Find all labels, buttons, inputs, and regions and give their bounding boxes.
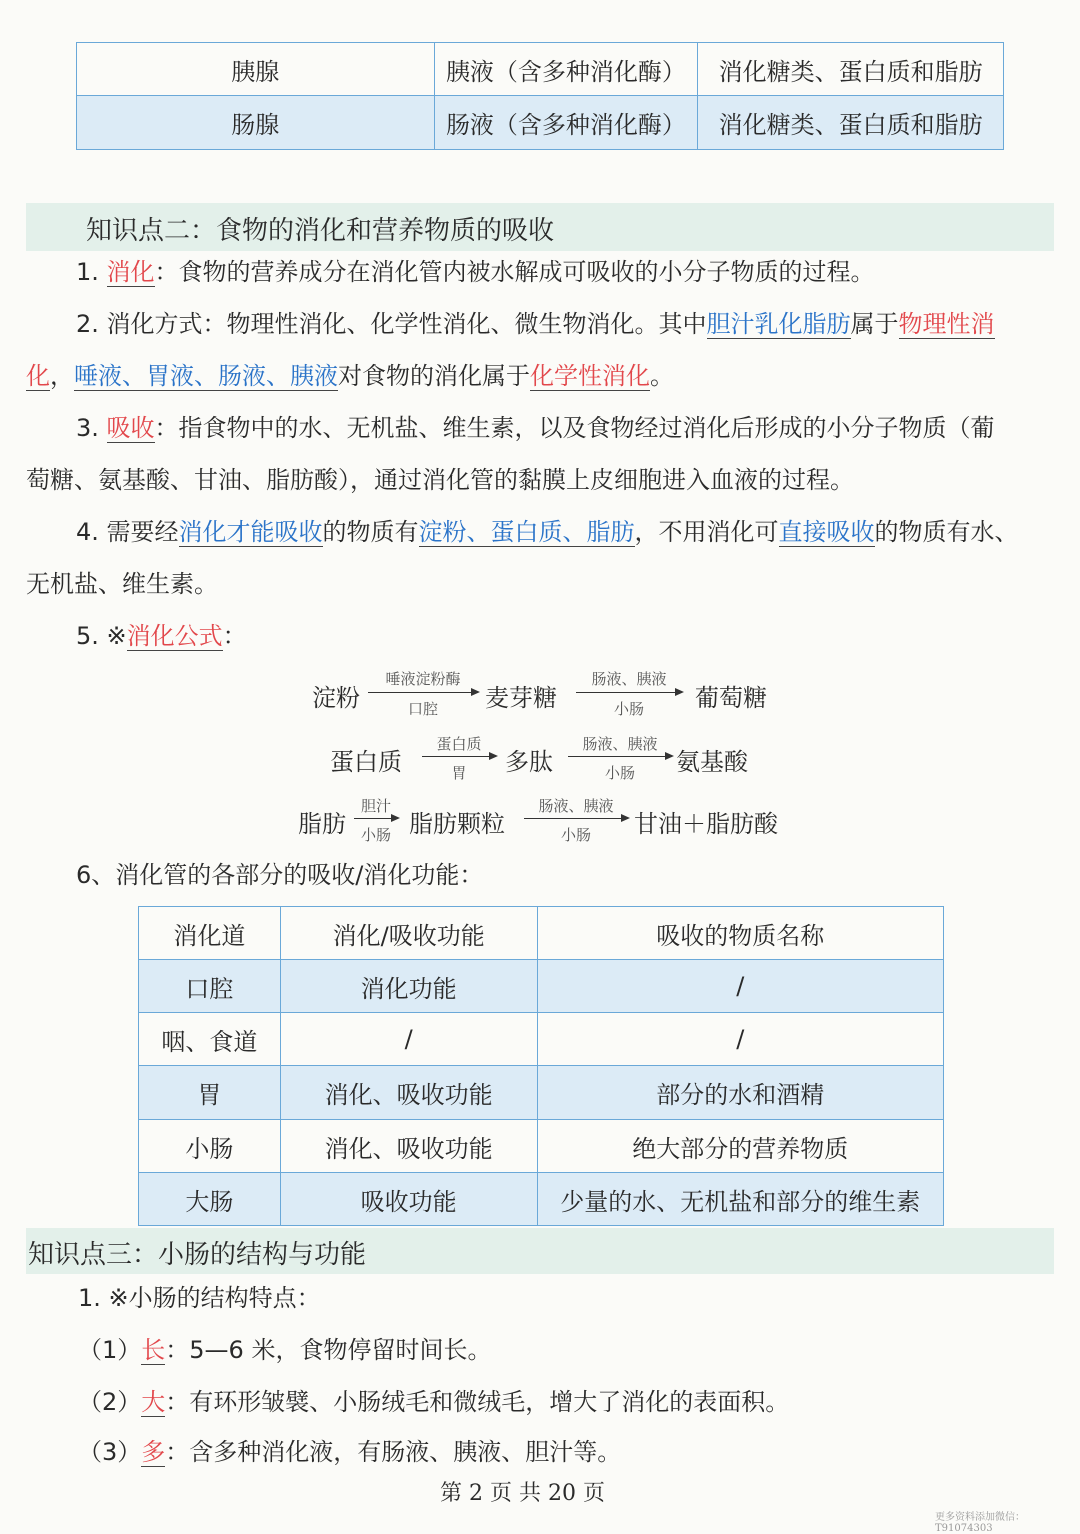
- paragraph-4-line-2: [26, 569, 1056, 599]
- structure-item-large: [78, 1387, 1080, 1417]
- table-cell: 小肠: [139, 1120, 281, 1173]
- table-cell: 大肠: [139, 1173, 281, 1226]
- table-cell: 胃: [139, 1066, 281, 1120]
- highlight-chemical: 化学性消化: [530, 362, 650, 390]
- formula-end: 甘油＋脂肪酸: [634, 810, 778, 838]
- table-cell: /: [280, 1013, 537, 1066]
- table-row: [139, 1120, 944, 1173]
- table-cell: 消化、吸收功能: [280, 1066, 537, 1120]
- term-large: 大: [141, 1388, 166, 1416]
- formula-end: 葡萄糖: [695, 684, 767, 712]
- paragraph-text: 2. 消化方式：物理性消化、化学性消化、微生物消化。其中: [76, 310, 707, 338]
- table-row: [139, 960, 944, 1013]
- table-cell: 少量的水、无机盐和部分的维生素: [537, 1173, 943, 1226]
- section-title: 知识点二：食物的消化和营养物质的吸收: [86, 216, 555, 246]
- formula-location: 小肠: [560, 826, 591, 844]
- term-digestion: 消化: [106, 258, 155, 286]
- table-cell: 肠腺: [77, 96, 435, 150]
- item-text: ：5—6 米，食物停留时间长。: [165, 1336, 492, 1364]
- highlight-juices: 唾液、胃液、肠液、胰液: [74, 362, 338, 390]
- table-cell: 胰液（含多种消化酶）: [434, 43, 698, 96]
- table-row: [139, 1066, 944, 1120]
- table-row: [139, 1173, 944, 1226]
- page-number: 第 2 页 共 20 页: [440, 1481, 605, 1506]
- table-cell: 咽、食道: [139, 1013, 281, 1066]
- formula-end: 氨基酸: [676, 748, 748, 776]
- paragraph-1: [76, 257, 1080, 287]
- paragraph-text: 无机盐、维生素。: [26, 570, 218, 598]
- item-number: （3）: [78, 1438, 142, 1466]
- formula-enzyme: 蛋白质: [436, 735, 482, 753]
- paragraph-2-line-2: [26, 361, 1056, 391]
- formula-enzyme: 肠液、胰液: [582, 735, 658, 753]
- table-row: [77, 43, 1004, 96]
- table-cell: 吸收功能: [280, 1173, 537, 1226]
- table-header-row: [139, 907, 944, 960]
- table-cell: /: [537, 960, 943, 1013]
- table-cell: 肠液（含多种消化酶）: [434, 96, 698, 150]
- table-cell: 绝大部分的营养物质: [537, 1120, 943, 1173]
- item-text: ：含多种消化液，有肠液、胰液、胆汁等。: [165, 1438, 622, 1466]
- paragraph-text: 萄糖、氨基酸、甘油、脂肪酸），通过消化管的黏膜上皮细胞进入血液的过程。: [26, 466, 854, 494]
- arrow-icon: [568, 756, 672, 757]
- section-heading-3: [26, 1228, 1054, 1274]
- formula-location: 胃: [451, 764, 467, 782]
- gland-table: [76, 42, 1004, 150]
- highlight-nutrients: 淀粉、蛋白质、脂肪: [418, 518, 635, 546]
- highlight-physical: 物理性消: [898, 310, 995, 338]
- paragraph-text: ：食物的营养成分在消化管内被水解成可吸收的小分子物质的过程。: [154, 258, 875, 286]
- paragraph-5: [76, 621, 1080, 651]
- item-number: （1）: [78, 1336, 142, 1364]
- paragraph-2-line-1: [76, 309, 1080, 339]
- table-header-cell: 消化道: [139, 907, 281, 960]
- item-number: （2）: [78, 1388, 142, 1416]
- structure-item-many: [78, 1437, 1080, 1467]
- paragraph-number: 3.: [76, 414, 107, 442]
- formula-location: 小肠: [604, 764, 635, 782]
- section3-paragraph-1: [78, 1283, 1080, 1313]
- paragraph-3-line-2: [26, 465, 1056, 495]
- formula-start: 蛋白质: [330, 748, 402, 776]
- digestive-function-table: [138, 906, 944, 1226]
- paragraph-text: ：指食物中的水、无机盐、维生素，以及食物经过消化后形成的小分子物质（葡: [154, 414, 995, 442]
- formula-mid: 脂肪颗粒: [409, 810, 505, 838]
- paragraph-text: 1. ※小肠的结构特点：: [78, 1284, 321, 1312]
- formula-enzyme: 肠液、胰液: [538, 797, 614, 815]
- arrow-icon: [422, 756, 496, 757]
- highlight-bile: 胆汁乳化脂肪: [706, 310, 851, 338]
- highlight-direct: 直接吸收: [778, 518, 875, 546]
- arrow-icon: [354, 818, 398, 819]
- paragraph-text: ，: [50, 362, 74, 390]
- formula-location: 小肠: [360, 826, 391, 844]
- table-cell: 胰腺: [77, 43, 435, 96]
- term-long: 长: [141, 1336, 166, 1364]
- term-absorption: 吸收: [106, 414, 155, 442]
- paragraph-text: 对食物的消化属于: [338, 362, 530, 390]
- arrow-icon: [524, 818, 628, 819]
- paragraph-text: 的物质有水、: [874, 518, 1019, 546]
- table-cell: 消化、吸收功能: [280, 1120, 537, 1173]
- formula-mid: 多肽: [505, 748, 553, 776]
- watermark-text: 更多资料添加微信：T91074303: [935, 1512, 1025, 1534]
- item-text: ：有环形皱襞、小肠绒毛和微绒毛，增大了消化的表面积。: [165, 1388, 790, 1416]
- formula-enzyme: 肠液、胰液: [591, 670, 667, 688]
- formula-start: 脂肪: [298, 810, 346, 838]
- paragraph-4-line-1: [76, 517, 1080, 547]
- formula-enzyme: 胆汁: [360, 797, 391, 815]
- paragraph-text: 4. 需要经: [76, 518, 179, 546]
- formula-location: 小肠: [613, 700, 644, 718]
- table-row: [139, 1013, 944, 1066]
- term-many: 多: [141, 1438, 166, 1466]
- formula-location: 口腔: [407, 700, 438, 718]
- paragraph-text: ，不用消化可: [634, 518, 779, 546]
- formula-enzyme: 唾液淀粉酶: [385, 670, 461, 688]
- section-title: 知识点三：小肠的结构与功能: [28, 1240, 367, 1270]
- formula-start: 淀粉: [312, 684, 360, 712]
- table-cell: 消化糖类、蛋白质和脂肪: [698, 43, 1004, 96]
- table-row: [77, 96, 1004, 150]
- section-heading-2: [26, 203, 1054, 251]
- highlight-physical-end: 化: [26, 362, 50, 390]
- paragraph-text: 。: [650, 362, 674, 390]
- table-cell: 消化功能: [280, 960, 537, 1013]
- table-header-cell: 吸收的物质名称: [537, 907, 943, 960]
- term-formula: 消化公式: [126, 622, 223, 650]
- table-cell: 口腔: [139, 960, 281, 1013]
- paragraph-number: 1.: [76, 258, 107, 286]
- structure-item-long: [78, 1335, 1080, 1365]
- paragraph-text: ：: [222, 622, 247, 650]
- paragraph-text: 属于: [850, 310, 899, 338]
- paragraph-3-line-1: [76, 413, 1080, 443]
- paragraph-text: 6、消化管的各部分的吸收/消化功能：: [76, 861, 484, 889]
- table-cell: 部分的水和酒精: [537, 1066, 943, 1120]
- table-cell: /: [537, 1013, 943, 1066]
- table-cell: 消化糖类、蛋白质和脂肪: [698, 96, 1004, 150]
- formula-mid: 麦芽糖: [485, 684, 557, 712]
- table-header-cell: 消化/吸收功能: [280, 907, 537, 960]
- highlight-need-digest: 消化才能吸收: [178, 518, 323, 546]
- arrow-icon: [368, 692, 478, 693]
- paragraph-text: 5. ※: [76, 622, 127, 650]
- arrow-icon: [576, 692, 682, 693]
- paragraph-6: [76, 860, 1080, 890]
- paragraph-text: 的物质有: [322, 518, 419, 546]
